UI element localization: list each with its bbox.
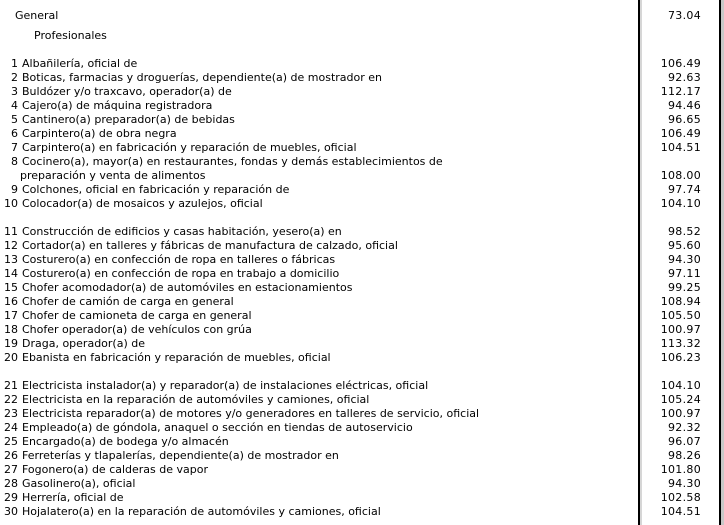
row-number: 4 <box>11 99 18 112</box>
wage-value: 100.97 <box>660 407 701 420</box>
wage-value: 104.51 <box>660 141 701 154</box>
wage-value: 104.10 <box>660 197 701 210</box>
row-number: 2 <box>11 71 18 84</box>
section-title: Profesionales <box>34 29 107 42</box>
row-number: 30 <box>4 505 18 518</box>
occupation-label: Chofer de camión de carga en general <box>22 295 234 308</box>
table-row <box>0 505 724 519</box>
wage-value: 94.30 <box>668 477 701 490</box>
row-number: 20 <box>4 351 18 364</box>
table-row <box>0 253 724 267</box>
occupation-label: Costurero(a) en confección de ropa en talleres o fábricas <box>22 253 336 266</box>
general-value: 73.04 <box>668 9 701 22</box>
table-row <box>0 351 724 365</box>
wage-value: 102.58 <box>660 491 701 504</box>
table-row <box>0 449 724 463</box>
row-number: 9 <box>11 183 18 196</box>
wage-value: 113.32 <box>660 337 701 350</box>
wage-value: 100.97 <box>660 323 701 336</box>
occupation-label: Buldózer y/o traxcavo, operador(a) de <box>22 85 232 98</box>
table-row <box>0 239 724 253</box>
occupation-label: Electricista instalador(a) y reparador(a) de instalaciones eléctricas, oficial <box>22 379 429 392</box>
row-number: 10 <box>4 197 18 210</box>
table-row <box>0 379 724 393</box>
wage-value: 101.80 <box>660 463 701 476</box>
occupation-label: Boticas, farmacias y droguerías, dependiente(a) de mostrador en <box>22 71 383 84</box>
occupation-label: Albañilería, oficial de <box>22 57 138 70</box>
wage-value: 94.46 <box>668 99 701 112</box>
row-number: 18 <box>4 323 18 336</box>
table-row <box>0 197 724 211</box>
row-number: 27 <box>4 463 18 476</box>
occupation-label: Fogonero(a) de calderas de vapor <box>22 463 209 476</box>
table-row <box>0 113 724 127</box>
table-row <box>0 323 724 337</box>
table-row <box>0 281 724 295</box>
wage-value: 105.24 <box>660 393 701 406</box>
occupation-label: Carpintero(a) de obra negra <box>22 127 177 140</box>
wage-value: 108.94 <box>660 295 701 308</box>
table-row <box>0 141 724 155</box>
row-number: 3 <box>11 85 18 98</box>
row-number: 11 <box>4 225 18 238</box>
wage-value: 106.23 <box>660 351 701 364</box>
wage-value: 97.74 <box>668 183 701 196</box>
general-row <box>0 9 724 23</box>
wage-value: 105.50 <box>660 309 701 322</box>
row-number: 25 <box>4 435 18 448</box>
row-number: 21 <box>4 379 18 392</box>
wage-value: 112.17 <box>660 85 701 98</box>
wage-value: 104.10 <box>660 379 701 392</box>
table-row <box>0 155 724 169</box>
occupation-label: Cajero(a) de máquina registradora <box>22 99 213 112</box>
occupation-label: Cantinero(a) preparador(a) de bebidas <box>22 113 235 126</box>
wage-value: 95.60 <box>668 239 701 252</box>
occupation-label: Construcción de edificios y casas habitación, yesero(a) en <box>22 225 342 238</box>
table-row <box>0 57 724 71</box>
row-number: 17 <box>4 309 18 322</box>
row-number: 6 <box>11 127 18 140</box>
table-row-continuation <box>0 169 724 183</box>
table-row <box>0 337 724 351</box>
occupation-label: Chofer operador(a) de vehículos con grúa <box>22 323 252 336</box>
wage-value: 99.25 <box>668 281 701 294</box>
row-number: 23 <box>4 407 18 420</box>
row-number: 16 <box>4 295 18 308</box>
row-number: 22 <box>4 393 18 406</box>
table-row <box>0 463 724 477</box>
wage-value: 96.07 <box>668 435 701 448</box>
occupation-label: Cocinero(a), mayor(a) en restaurantes, fondas y demás establecimientos de <box>22 155 443 168</box>
row-number: 5 <box>11 113 18 126</box>
occupation-label: Electricista en la reparación de automóviles y camiones, oficial <box>22 393 370 406</box>
table-row <box>0 393 724 407</box>
wage-value: 108.00 <box>660 169 701 182</box>
table-row <box>0 407 724 421</box>
wage-value: 106.49 <box>660 57 701 70</box>
occupation-label: Colchones, oficial en fabricación y reparación de <box>22 183 290 196</box>
table-row <box>0 435 724 449</box>
row-number: 1 <box>11 57 18 70</box>
occupation-label: Cortador(a) en talleres y fábricas de manufactura de calzado, oficial <box>22 239 398 252</box>
occupation-label: Draga, operador(a) de <box>22 337 145 350</box>
occupation-label: Herrería, oficial de <box>22 491 124 504</box>
row-number: 24 <box>4 421 18 434</box>
wage-value: 92.32 <box>668 421 701 434</box>
table-row <box>0 491 724 505</box>
table-row <box>0 421 724 435</box>
row-number: 15 <box>4 281 18 294</box>
occupation-label: Ferreterías y tlapalerías, dependiente(a) de mostrador en <box>22 449 339 462</box>
table-row <box>0 477 724 491</box>
row-number: 26 <box>4 449 18 462</box>
occupation-label: Costurero(a) en confección de ropa en trabajo a domicilio <box>22 267 340 280</box>
occupation-label: Carpintero(a) en fabricación y reparación de muebles, oficial <box>22 141 357 154</box>
occupation-label: Hojalatero(a) en la reparación de automóviles y camiones, oficial <box>22 505 381 518</box>
table-row <box>0 127 724 141</box>
wage-value: 96.65 <box>668 113 701 126</box>
section-header <box>0 29 724 43</box>
occupation-label: Ebanista en fabricación y reparación de muebles, oficial <box>22 351 331 364</box>
general-label: General <box>15 9 59 22</box>
table-row <box>0 225 724 239</box>
wage-value: 106.49 <box>660 127 701 140</box>
table-row <box>0 309 724 323</box>
occupation-label: Encargado(a) de bodega y/o almacén <box>22 435 229 448</box>
row-number: 13 <box>4 253 18 266</box>
wage-value: 104.51 <box>660 505 701 518</box>
table-row <box>0 85 724 99</box>
wage-value: 98.26 <box>668 449 701 462</box>
wage-value: 97.11 <box>668 267 701 280</box>
occupation-label: Colocador(a) de mosaicos y azulejos, oficial <box>22 197 263 210</box>
row-number: 14 <box>4 267 18 280</box>
table-row <box>0 99 724 113</box>
wage-value: 92.63 <box>668 71 701 84</box>
table-row <box>0 183 724 197</box>
table-row <box>0 267 724 281</box>
row-number: 7 <box>11 141 18 154</box>
wage-value: 98.52 <box>668 225 701 238</box>
row-number: 28 <box>4 477 18 490</box>
occupation-label-continuation: preparación y venta de alimentos <box>20 169 206 182</box>
row-number: 19 <box>4 337 18 350</box>
occupation-label: Chofer de camioneta de carga en general <box>22 309 252 322</box>
row-number: 12 <box>4 239 18 252</box>
occupation-label: Chofer acomodador(a) de automóviles en estacionamientos <box>22 281 353 294</box>
occupation-label: Electricista reparador(a) de motores y/o generadores en talleres de servicio, oficial <box>22 407 480 420</box>
table-row <box>0 71 724 85</box>
row-number: 29 <box>4 491 18 504</box>
occupation-label: Gasolinero(a), oficial <box>22 477 136 490</box>
table-row <box>0 295 724 309</box>
row-number: 8 <box>11 155 18 168</box>
occupation-label: Empleado(a) de góndola, anaquel o sección en tiendas de autoservicio <box>22 421 413 434</box>
wage-value: 94.30 <box>668 253 701 266</box>
